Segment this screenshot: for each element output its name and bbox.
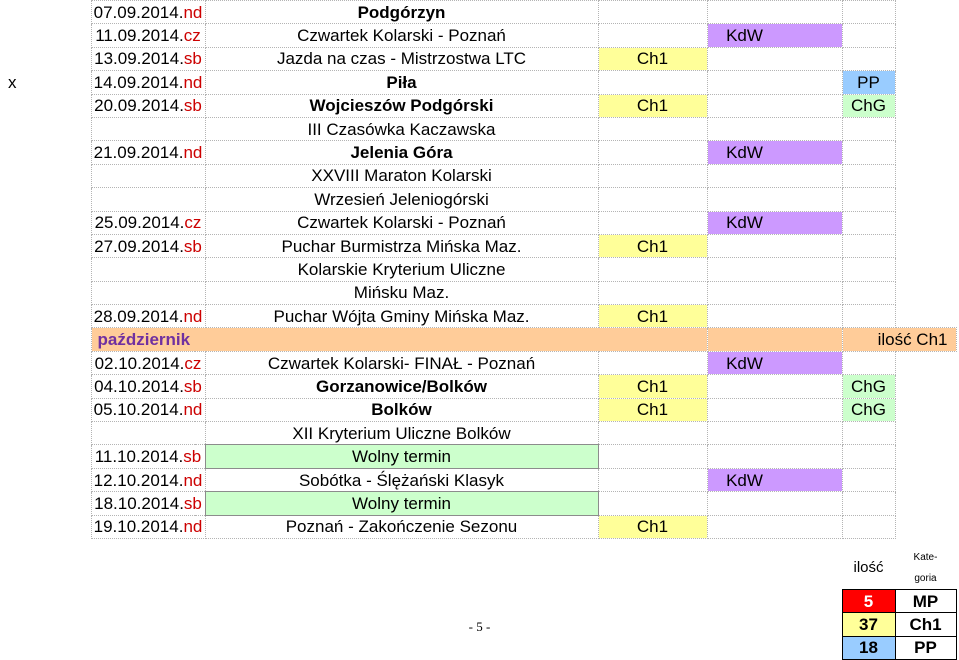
date-cell bbox=[91, 71, 205, 94]
date-text: 20.09.2014. bbox=[94, 96, 184, 116]
ch1-cell bbox=[598, 164, 707, 187]
date-text: 13.09.2014. bbox=[94, 49, 184, 69]
ch1-cell bbox=[598, 24, 707, 47]
mark-cell bbox=[0, 211, 91, 234]
table-row bbox=[0, 445, 956, 468]
mark-cell bbox=[0, 422, 91, 445]
table-row bbox=[0, 71, 956, 94]
chg-cell bbox=[842, 24, 895, 47]
table-row bbox=[0, 1, 956, 24]
kdw-cell bbox=[707, 375, 842, 398]
chg-cell bbox=[842, 281, 895, 304]
date-text: 27.09.2014. bbox=[94, 236, 184, 256]
summary-count: 5 bbox=[842, 589, 895, 612]
summary-category: MP bbox=[895, 589, 956, 612]
date-cell bbox=[91, 398, 205, 421]
date-text: 04.10.2014. bbox=[94, 376, 184, 396]
ch1-cell bbox=[598, 468, 707, 491]
event-title: Poznań - Zakończenie Sezonu bbox=[205, 515, 598, 538]
event-title: Sobótka - Ślężański Klasyk bbox=[205, 468, 598, 491]
date-cell bbox=[91, 24, 205, 47]
kdw-cell bbox=[707, 258, 842, 281]
weekday-suffix: nd bbox=[183, 72, 203, 92]
kdw-cell bbox=[707, 305, 842, 328]
weekday-suffix: nd bbox=[183, 143, 203, 163]
event-title: Puchar Wójta Gminy Mińska Maz. bbox=[205, 305, 598, 328]
summary-blank bbox=[0, 589, 842, 612]
kdw-cell bbox=[707, 94, 842, 117]
event-title: Podgórzyn bbox=[205, 1, 598, 24]
table-row bbox=[0, 258, 956, 281]
date-cell bbox=[91, 258, 205, 281]
chg-cell bbox=[842, 492, 895, 515]
summary-blank bbox=[0, 547, 842, 590]
mark-cell bbox=[0, 445, 91, 468]
month-label: październik bbox=[91, 328, 707, 351]
ch1-cell: Ch1 bbox=[598, 47, 707, 70]
date-cell bbox=[91, 375, 205, 398]
date-text: 14.09.2014. bbox=[93, 72, 184, 92]
summary-row bbox=[0, 636, 956, 659]
chg-cell bbox=[842, 305, 895, 328]
date-cell bbox=[91, 468, 205, 491]
ch1-cell bbox=[598, 445, 707, 468]
ch1-cell bbox=[598, 71, 707, 94]
date-cell bbox=[91, 492, 205, 515]
event-title: Wrzesień Jeleniogórski bbox=[205, 188, 598, 211]
mark-cell bbox=[0, 94, 91, 117]
date-text: 28.09.2014. bbox=[93, 306, 184, 326]
date-text: 18.10.2014. bbox=[94, 493, 184, 513]
ch1-cell: Ch1 bbox=[598, 515, 707, 538]
ch1-cell: Ch1 bbox=[598, 94, 707, 117]
kdw-cell bbox=[707, 47, 842, 70]
table-row bbox=[0, 211, 956, 234]
date-cell bbox=[91, 422, 205, 445]
event-title: Gorzanowice/Bolków bbox=[205, 375, 598, 398]
kdw-cell bbox=[707, 422, 842, 445]
mark-cell bbox=[0, 188, 91, 211]
event-title: III Czasówka Kaczawska bbox=[205, 117, 598, 140]
date-text: 12.10.2014. bbox=[93, 470, 184, 490]
summary-blank bbox=[0, 636, 842, 659]
mark-cell bbox=[0, 47, 91, 70]
mark-cell: x bbox=[8, 72, 17, 92]
table-row bbox=[0, 375, 956, 398]
kdw-cell bbox=[707, 71, 842, 94]
kdw-cell bbox=[707, 492, 842, 515]
ch1-cell bbox=[598, 188, 707, 211]
mark-cell bbox=[0, 281, 91, 304]
event-title: Puchar Burmistrza Mińska Maz. bbox=[205, 234, 598, 257]
mark-cell bbox=[0, 468, 91, 491]
date-cell bbox=[91, 94, 205, 117]
spacer-cell bbox=[0, 538, 956, 547]
event-title: XXVIII Maraton Kolarski bbox=[205, 164, 598, 187]
table-row bbox=[0, 281, 956, 304]
date-cell bbox=[91, 188, 205, 211]
summary-header-row bbox=[0, 547, 956, 590]
summary-count-header: ilość bbox=[853, 559, 884, 577]
ch1-cell: Ch1 bbox=[598, 234, 707, 257]
summary-row bbox=[0, 589, 956, 612]
table-row bbox=[0, 94, 956, 117]
table-row bbox=[0, 188, 956, 211]
mark-cell bbox=[0, 141, 91, 164]
ch1-cell bbox=[598, 1, 707, 24]
event-title: Bolków bbox=[205, 398, 598, 421]
chg-cell bbox=[842, 141, 895, 164]
date-cell bbox=[91, 141, 205, 164]
mark-cell bbox=[0, 351, 91, 374]
table-row bbox=[0, 47, 956, 70]
weekday-suffix: sb bbox=[183, 96, 202, 116]
date-cell bbox=[91, 164, 205, 187]
kdw-cell bbox=[707, 515, 842, 538]
mark-cell bbox=[0, 375, 91, 398]
event-title: Czwartek Kolarski - Poznań bbox=[205, 24, 598, 47]
chg-cell bbox=[842, 258, 895, 281]
month-row bbox=[0, 328, 956, 351]
event-title: Czwartek Kolarski- FINAŁ - Poznań bbox=[205, 351, 598, 374]
ch1-cell: Ch1 bbox=[598, 375, 707, 398]
date-text: 25.09.2014. bbox=[94, 213, 185, 233]
table-row bbox=[0, 492, 956, 515]
weekday-suffix: nd bbox=[183, 517, 203, 537]
date-text: 21.09.2014. bbox=[93, 143, 184, 163]
mark-cell bbox=[0, 515, 91, 538]
table-row bbox=[0, 234, 956, 257]
weekday-suffix: cz bbox=[184, 353, 202, 373]
free-date-cell: Wolny termin bbox=[205, 445, 598, 468]
date-cell bbox=[91, 211, 205, 234]
event-title: Jelenia Góra bbox=[205, 141, 598, 164]
weekday-suffix: sb bbox=[183, 236, 202, 256]
chg-cell: ChG bbox=[842, 398, 895, 421]
kdw-cell bbox=[707, 117, 842, 140]
kdw-cell bbox=[707, 398, 842, 421]
table-row bbox=[0, 351, 956, 374]
date-text: 02.10.2014. bbox=[94, 353, 185, 373]
weekday-suffix: nd bbox=[183, 306, 203, 326]
date-text: 05.10.2014. bbox=[93, 400, 184, 420]
kdw-cell: KdW bbox=[707, 468, 842, 491]
chg-cell: PP bbox=[842, 71, 895, 94]
event-title: Kolarskie Kryterium Uliczne bbox=[205, 258, 598, 281]
date-cell bbox=[91, 515, 205, 538]
date-cell bbox=[91, 445, 205, 468]
chg-cell bbox=[842, 211, 895, 234]
mark-cell bbox=[0, 24, 91, 47]
ch1-cell bbox=[598, 141, 707, 164]
chg-cell bbox=[842, 164, 895, 187]
event-title: Wojcieszów Podgórski bbox=[205, 94, 598, 117]
weekday-suffix: cz bbox=[183, 26, 201, 46]
table-row bbox=[0, 398, 956, 421]
mark-cell bbox=[0, 164, 91, 187]
ch1-cell bbox=[598, 281, 707, 304]
date-text: 11.09.2014. bbox=[95, 26, 184, 46]
ch1-cell: Ch1 bbox=[598, 398, 707, 421]
mark-cell bbox=[0, 492, 91, 515]
kdw-cell: KdW bbox=[707, 141, 842, 164]
event-title: Jazda na czas - Mistrzostwa LTC bbox=[205, 47, 598, 70]
mark-cell bbox=[0, 117, 91, 140]
event-title: Piła bbox=[205, 71, 598, 94]
date-cell bbox=[91, 281, 205, 304]
table-row bbox=[0, 422, 956, 445]
mark-cell bbox=[0, 305, 91, 328]
chg-cell bbox=[842, 188, 895, 211]
chg-cell bbox=[842, 468, 895, 491]
ch1-cell bbox=[598, 492, 707, 515]
event-title: XII Kryterium Uliczne Bolków bbox=[205, 422, 598, 445]
chg-cell: ChG bbox=[842, 375, 895, 398]
chg-cell bbox=[842, 351, 895, 374]
date-cell bbox=[91, 1, 205, 24]
ch1-cell bbox=[598, 422, 707, 445]
kdw-cell: KdW bbox=[707, 351, 842, 374]
table-row bbox=[0, 117, 956, 140]
kdw-cell bbox=[707, 445, 842, 468]
month-cell bbox=[707, 328, 842, 351]
summary-category-header: Kate- goria bbox=[913, 551, 938, 584]
kdw-cell bbox=[707, 1, 842, 24]
weekday-suffix: nd bbox=[183, 2, 203, 22]
free-date-cell: Wolny termin bbox=[205, 492, 598, 515]
summary-count: 37 bbox=[842, 613, 895, 636]
date-text: 11.10.2014. bbox=[94, 447, 184, 467]
table-row bbox=[0, 24, 956, 47]
schedule-body bbox=[0, 1, 956, 660]
chg-cell bbox=[842, 445, 895, 468]
weekday-suffix: sb bbox=[183, 493, 202, 513]
weekday-suffix: nd bbox=[183, 470, 203, 490]
event-title: Czwartek Kolarski - Poznań bbox=[205, 211, 598, 234]
weekday-suffix: nd bbox=[183, 400, 203, 420]
page-number: - 5 - bbox=[468, 619, 491, 634]
chg-cell bbox=[842, 515, 895, 538]
table-row bbox=[0, 164, 956, 187]
spacer-row bbox=[0, 538, 956, 547]
mark-cell bbox=[0, 398, 91, 421]
mark-cell bbox=[0, 234, 91, 257]
ch1-cell bbox=[598, 258, 707, 281]
table-row bbox=[0, 141, 956, 164]
kdw-cell bbox=[707, 164, 842, 187]
chg-cell bbox=[842, 234, 895, 257]
chg-cell bbox=[842, 422, 895, 445]
ch1-cell bbox=[598, 211, 707, 234]
ch1-cell bbox=[598, 117, 707, 140]
date-text: 19.10.2014. bbox=[93, 517, 184, 537]
kdw-cell: KdW bbox=[707, 24, 842, 47]
summary-category: PP bbox=[895, 636, 956, 659]
month-count-label: ilość Ch1 bbox=[842, 328, 956, 351]
kdw-cell bbox=[707, 188, 842, 211]
weekday-suffix: cz bbox=[184, 213, 202, 233]
weekday-suffix: sb bbox=[183, 447, 202, 467]
kdw-cell bbox=[707, 281, 842, 304]
date-text: 07.09.2014. bbox=[93, 2, 184, 22]
ch1-cell: Ch1 bbox=[598, 305, 707, 328]
weekday-suffix: sb bbox=[183, 376, 202, 396]
weekday-suffix: sb bbox=[183, 49, 202, 69]
kdw-cell: KdW bbox=[707, 211, 842, 234]
mark-cell bbox=[0, 258, 91, 281]
summary-category: Ch1 bbox=[895, 613, 956, 636]
chg-cell bbox=[842, 117, 895, 140]
date-cell bbox=[91, 234, 205, 257]
kdw-cell bbox=[707, 234, 842, 257]
margin-cell bbox=[0, 328, 91, 351]
date-cell bbox=[91, 351, 205, 374]
date-cell bbox=[91, 305, 205, 328]
chg-cell bbox=[842, 1, 895, 24]
mark-cell bbox=[0, 1, 91, 24]
table-row bbox=[0, 305, 956, 328]
date-cell bbox=[91, 47, 205, 70]
date-cell bbox=[91, 117, 205, 140]
chg-cell bbox=[842, 47, 895, 70]
table-row bbox=[0, 468, 956, 491]
chg-cell: ChG bbox=[842, 94, 895, 117]
summary-count: 18 bbox=[842, 636, 895, 659]
event-title: Mińsku Maz. bbox=[205, 281, 598, 304]
table-row bbox=[0, 515, 956, 538]
ch1-cell bbox=[598, 351, 707, 374]
